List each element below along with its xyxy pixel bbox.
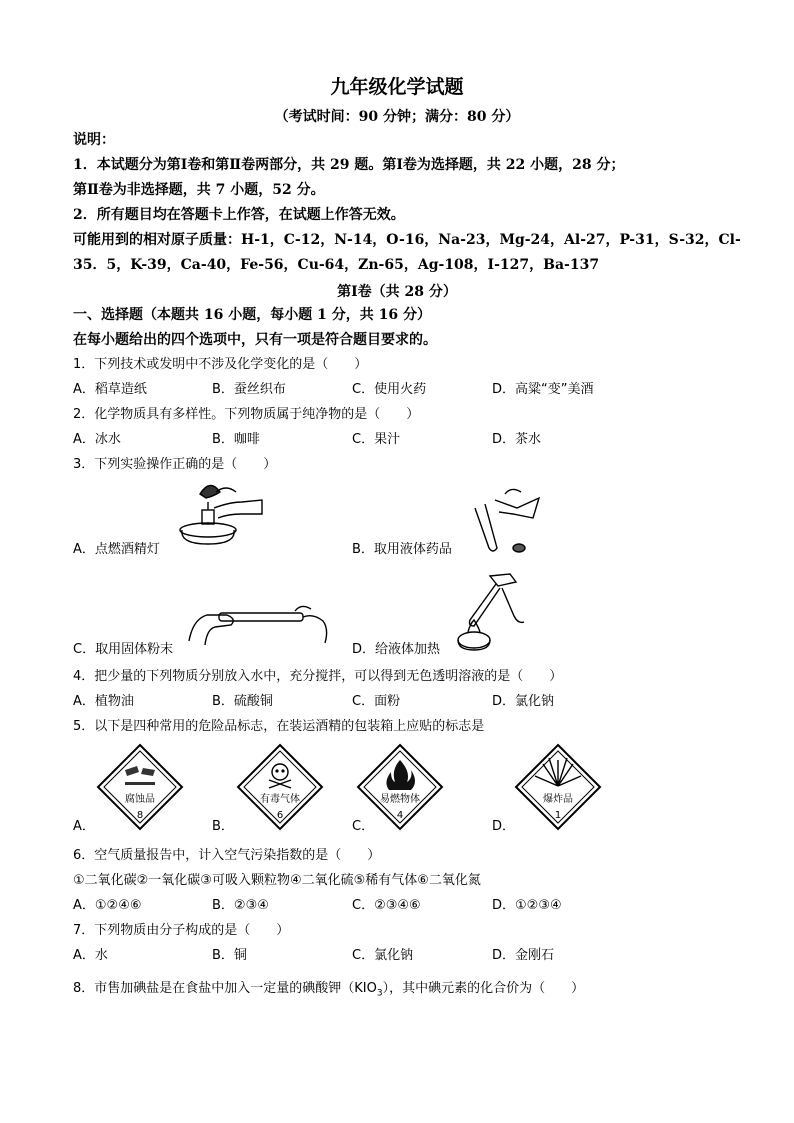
question-3-option-b: B．取用液体药品: [352, 542, 452, 557]
question-3-stem: 3．下列实验操作正确的是（ ）: [73, 457, 277, 472]
question-6-option-a: A．①②④⑥: [73, 898, 142, 913]
explosive-sign-label: 爆炸品: [543, 794, 573, 805]
explosive-sign: [513, 742, 603, 832]
question-2-option-d: D．茶水: [492, 432, 542, 447]
question-7-stem: 7．下列物质由分子构成的是（ ）: [73, 923, 290, 938]
question-3-option-c: C．取用固体粉末: [73, 642, 174, 657]
section-heading: 一、选择题（本题共 16 小题，每小题 1 分，共 16 分）: [73, 307, 431, 323]
exam-subtitle: （考试时间：90 分钟；满分：80 分）: [274, 109, 520, 125]
corrosive-sign-label: 腐蚀品: [125, 794, 155, 805]
section-note: 在每小题给出的四个选项中，只有一项是符合题目要求的。: [73, 332, 437, 348]
question-8-stem-after: ），其中碘元素的化合价为（ ）: [382, 981, 585, 996]
question-1-option-c: C．使用火药: [352, 382, 427, 397]
instructions-line-1: 1．本试题分为第Ⅰ卷和第Ⅱ卷两部分，共 29 题。第Ⅰ卷为选择题，共 22 小题，28 分；: [73, 157, 625, 173]
question-5-option-a: A．: [73, 819, 95, 834]
taking-liquid-figure: [455, 478, 555, 558]
corrosive-sign: [95, 742, 185, 832]
question-1-option-a: A．稻草造纸: [73, 382, 147, 397]
question-5-stem: 5．以下是四种常用的危险品标志，在装运酒精的包装箱上应贴的标志是: [73, 719, 485, 734]
question-4-option-b: B．硫酸铜: [212, 694, 273, 709]
question-1-option-d: D．高粱“变”美酒: [492, 382, 594, 397]
question-1-option-b: B．蚕丝织布: [212, 382, 286, 397]
question-6-option-b: B．②③④: [212, 898, 269, 913]
atomic-mass-line-2: 35．5，K-39，Ca-40，Fe-56，Cu-64，Zn-65，Ag-108，I-127，Ba-137: [73, 257, 600, 273]
question-5-option-c: C．: [352, 819, 375, 834]
toxic-gas-sign-number: 6: [276, 810, 284, 821]
question-4-option-c: C．面粉: [352, 694, 401, 709]
instructions-line-2: 第Ⅱ卷为非选择题，共 7 小题，52 分。: [73, 182, 325, 198]
instructions-heading: 说明：: [73, 132, 115, 148]
question-6-note: ①二氧化碳②一氧化碳③可吸入颗粒物④二氧化硫⑤稀有气体⑥二氧化氮: [73, 873, 481, 888]
exam-title: 九年级化学试题: [330, 76, 464, 98]
heating-liquid-figure: [440, 568, 540, 652]
question-3-option-a: A．点燃酒精灯: [73, 542, 160, 557]
toxic-gas-sign: [235, 742, 325, 832]
question-5-option-d: D．: [492, 819, 516, 834]
atomic-mass-line-1: 可能用到的相对原子质量：H-1，C-12，N-14，O-16，Na-23，Mg-24，Al-27，P-31，S-32，Cl-: [73, 232, 741, 248]
instructions-line-3: 2．所有题目均在答题卡上作答，在试题上作答无效。: [73, 207, 405, 223]
question-4-option-d: D．氯化钠: [492, 694, 555, 709]
taking-solid-powder-figure: [183, 597, 333, 649]
question-4-option-a: A．植物油: [73, 694, 134, 709]
question-2-option-a: A．冰水: [73, 432, 121, 447]
question-6-option-d: D．①②③④: [492, 898, 562, 913]
question-6-stem: 6．空气质量报告中，计入空气污染指数的是（ ）: [73, 848, 381, 863]
question-8-stem: [73, 980, 584, 1003]
question-8-stem-subscript: 3: [376, 988, 383, 999]
question-2-stem: 2．化学物质具有多样性。下列物质属于纯净物的是（ ）: [73, 407, 420, 422]
question-1-stem: 1．下列技术或发明中不涉及化学变化的是（ ）: [73, 357, 368, 372]
question-7-option-b: B．铜: [212, 948, 247, 963]
question-2-option-c: C．果汁: [352, 432, 401, 447]
explosive-sign-number: 1: [554, 810, 562, 821]
lighting-alcohol-lamp-figure: [170, 472, 270, 552]
question-4-stem: 4．把少量的下列物质分别放入水中，充分搅拌，可以得到无色透明溶液的是（ ）: [73, 669, 563, 684]
part1-title: 第Ⅰ卷（共 28 分）: [337, 284, 457, 300]
question-7-option-c: C．氯化钠: [352, 948, 414, 963]
question-3-option-d: D．给液体加热: [352, 642, 441, 657]
toxic-gas-sign-label: 有毒气体: [260, 794, 300, 805]
question-6-option-c: C．②③④⑥: [352, 898, 421, 913]
question-7-option-d: D．金刚石: [492, 948, 555, 963]
flammable-sign-label: 易燃物体: [380, 794, 420, 805]
question-5-option-b: B．: [212, 819, 234, 834]
flammable-sign-number: 4: [396, 810, 404, 821]
corrosive-sign-number: 8: [136, 810, 144, 821]
question-2-option-b: B．咖啡: [212, 432, 260, 447]
question-7-option-a: A．水: [73, 948, 108, 963]
question-8-stem-before: 8．市售加碘盐是在食盐中加入一定量的碘酸钾（KIO: [73, 981, 377, 996]
